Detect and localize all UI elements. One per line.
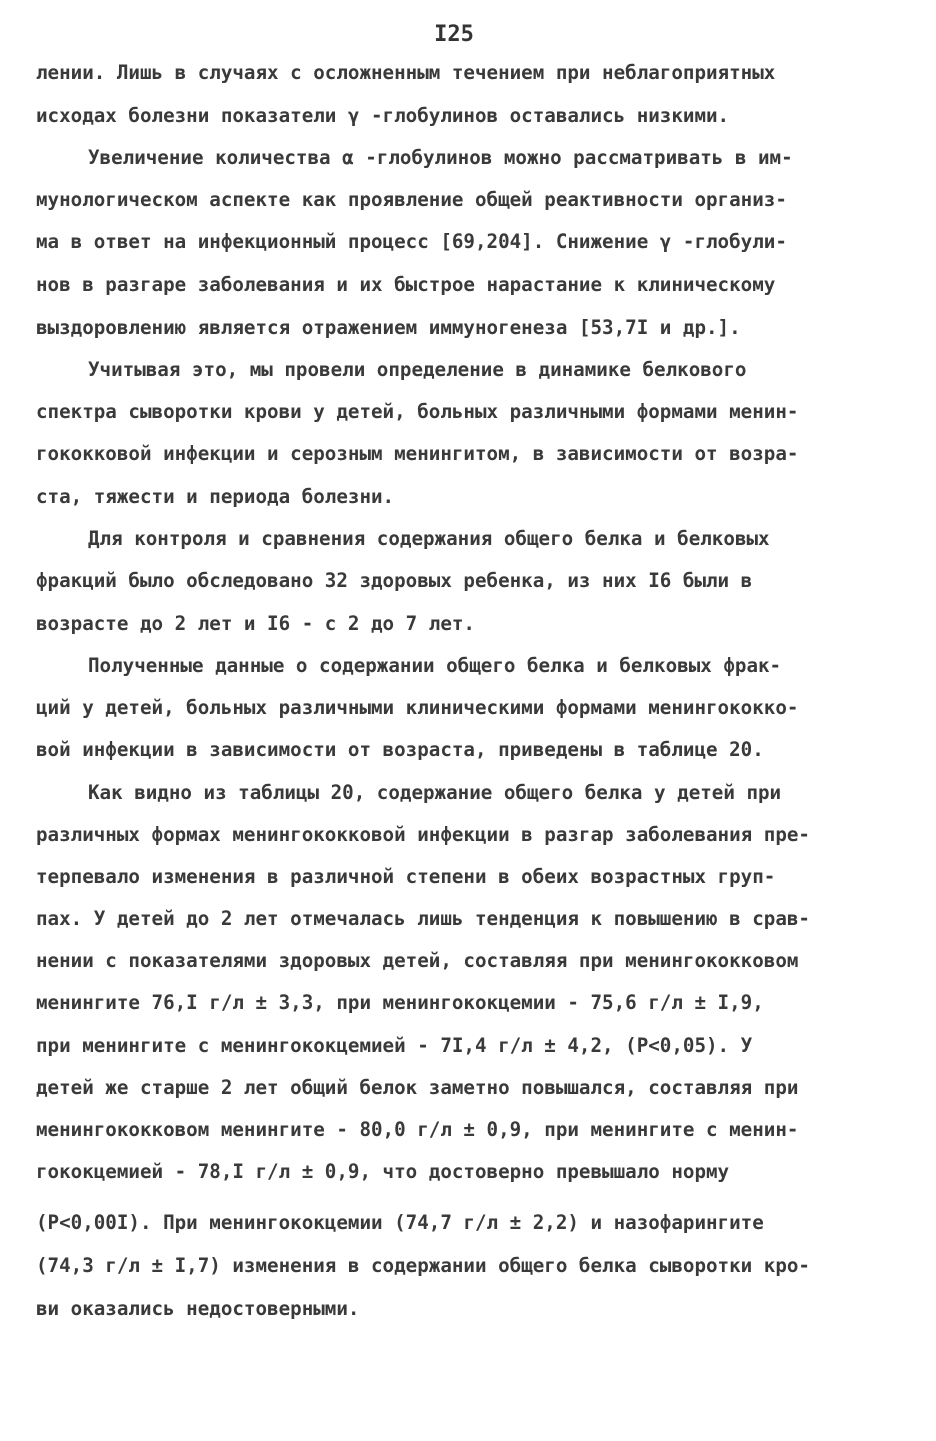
text-line: Учитывая это, мы провели определение в динамике белкового [88, 358, 747, 381]
text-line: пах. У детей до 2 лет отмечалась лишь тенденция к повышению в срав- [36, 907, 810, 930]
text-line: ви оказались недостоверными. [36, 1297, 360, 1320]
text-line: спектра сыворотки крови у детей, больных различными формами менин- [36, 400, 799, 423]
text-line: терпевало изменения в различной степени в обеих возрастных груп- [36, 865, 776, 888]
page-number: I25 [434, 22, 474, 47]
text-line: нении с показателями здоровых детей, составляя при менингококковом [36, 949, 799, 972]
text-line: ста, тяжести и периода болезни. [36, 485, 395, 508]
text-line: при менингите с менингококцемией - 7I,4 г/л ± 4,2, (P<0,05). У [36, 1034, 753, 1057]
text-line: менингококковом менингите - 80,0 г/л ± 0,9, при менингите с менин- [36, 1118, 799, 1141]
text-line: гококковой инфекции и серозным менингитом, в зависимости от возра- [36, 442, 799, 465]
text-line: исходах болезни показатели γ -глобулинов оставались низкими. [36, 104, 730, 127]
text-line: различных формах менингококковой инфекции в разгар заболевания пре- [36, 823, 810, 846]
text-line: фракций было обследовано 32 здоровых ребенка, из них I6 были в [36, 569, 753, 592]
text-line: Полученные данные о содержании общего белка и белковых фрак- [88, 654, 782, 677]
text-line: лении. Лишь в случаях с осложненным течением при неблагоприятных [36, 61, 776, 84]
text-line: ма в ответ на инфекционный процесс [69,204]. Снижение γ -глобули- [36, 230, 787, 253]
text-line: (74,3 г/л ± I,7) изменения в содержании общего белка сыворотки кро- [36, 1254, 810, 1277]
text-line: детей же старше 2 лет общий белок заметно повышался, составляя при [36, 1076, 799, 1099]
text-line: возрасте до 2 лет и I6 - с 2 до 7 лет. [36, 612, 475, 635]
text-line: Увеличение количества α -глобулинов можно рассматривать в им- [88, 146, 793, 169]
text-line: ций у детей, больных различными клиническими формами менингококко- [36, 696, 799, 719]
text-line: Как видно из таблицы 20, содержание общего белка у детей при [88, 781, 782, 804]
text-line: нов в разгаре заболевания и их быстрое нарастание к клиническому [36, 273, 776, 296]
text-line: гококцемией - 78,I г/л ± 0,9, что достоверно превышало норму [36, 1160, 730, 1183]
text-line: вой инфекции в зависимости от возраста, приведены в таблице 20. [36, 738, 764, 761]
text-line: менингите 76,I г/л ± 3,3, при менингококцемии - 75,6 г/л ± I,9, [36, 991, 764, 1014]
text-line: (P<0,00I). При менингококцемии (74,7 г/л ± 2,2) и назофарингите [36, 1211, 764, 1234]
text-line: мунологическом аспекте как проявление общей реактивности организ- [36, 188, 787, 211]
text-line: выздоровлению является отражением иммуногенеза [53,7I и др.]. [36, 316, 741, 339]
text-line: Для контроля и сравнения содержания общего белка и белковых [88, 527, 770, 550]
